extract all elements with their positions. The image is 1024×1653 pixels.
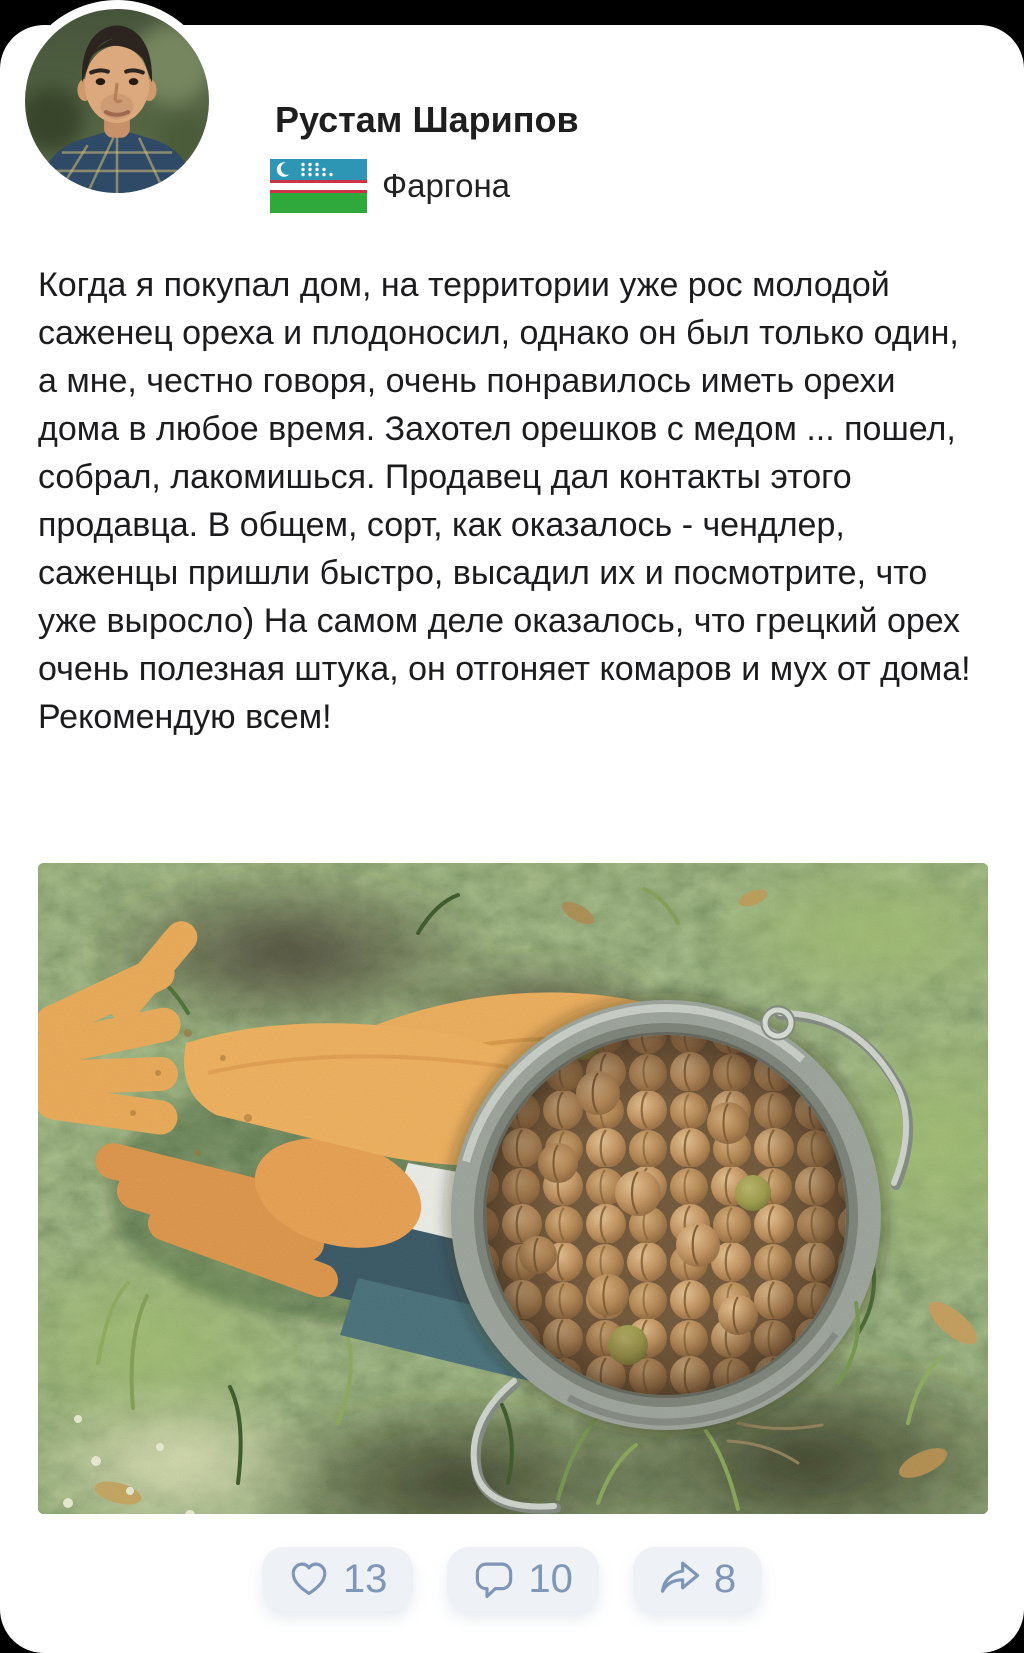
- location-row: [270, 159, 510, 213]
- heart-icon: [288, 1558, 330, 1600]
- avatar-photo: [25, 9, 209, 193]
- post-card: [0, 25, 1024, 1653]
- share-arrow-icon: [659, 1558, 701, 1600]
- uzbekistan-flag-icon: [270, 159, 367, 213]
- author-name[interactable]: Рустам Шарипов: [275, 99, 579, 140]
- comment-icon: [473, 1558, 515, 1600]
- avatar[interactable]: [16, 0, 218, 202]
- walnut-bucket-photo: [38, 863, 988, 1514]
- post-text: Когда я покупал дом, на территории уже рос молодой саженец ореха и плодоносил, однако он был только один, а мне, честно говоря, очень понравилось иметь орехи дома в любое время. Захотел орешков с медом ... пошел, собрал, лакомишься. Продавец дал контакты этого продавца. В общем, сорт, как оказалось - чендлер, саженцы пришли быстро, высадил их и посмотрите, что уже выросло) На самом деле оказалось, что грецкий орех очень полезная штука, он отгоняет комаров и мух от дома! Рекомендую всем!: [38, 266, 971, 736]
- location-label: Фаргона: [382, 167, 511, 204]
- like-count: 13: [342, 1557, 388, 1601]
- like-button[interactable]: [262, 1547, 414, 1611]
- comment-count: 10: [528, 1557, 573, 1601]
- action-bar: [0, 1547, 1024, 1611]
- post-photo[interactable]: [38, 863, 988, 1514]
- share-button[interactable]: [633, 1547, 762, 1611]
- comment-button[interactable]: [447, 1547, 599, 1611]
- share-count: 8: [713, 1557, 737, 1601]
